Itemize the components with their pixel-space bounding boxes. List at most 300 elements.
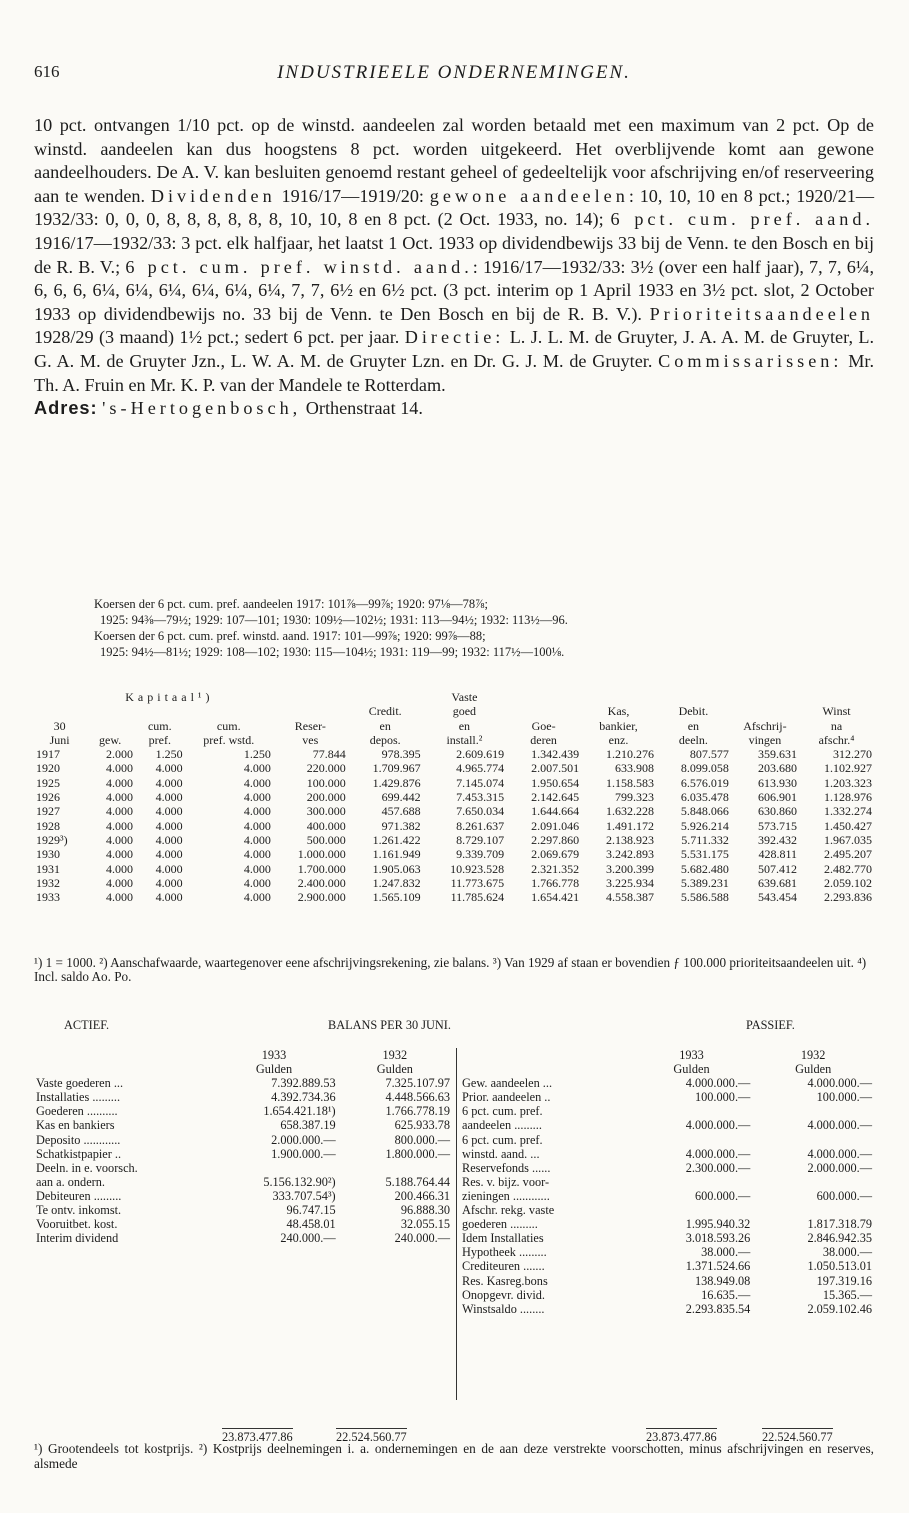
balans-item-label: Onopgevr. divid. xyxy=(462,1287,545,1302)
balans-item-label: Installaties ......... xyxy=(36,1090,121,1105)
balans-item-value: 2.293.835.54 xyxy=(685,1301,751,1316)
table-row xyxy=(34,790,874,804)
table-row xyxy=(34,833,874,847)
table-cell: 3.242.893 xyxy=(605,847,654,862)
body-paragraph xyxy=(34,114,874,421)
header-line: install.² xyxy=(446,732,483,747)
year-1932: 1932 xyxy=(800,1048,826,1062)
balans-item-value: 4.000.000.— xyxy=(807,1076,872,1091)
balans-row xyxy=(460,1118,874,1132)
header-line: en xyxy=(687,718,700,733)
balans-item-label: Schatkistpapier .. xyxy=(36,1146,122,1161)
header-line: Reser- xyxy=(294,718,326,733)
header-line: Afschrij- xyxy=(743,718,787,733)
balans-item-value: 16.635.— xyxy=(701,1287,751,1302)
table-cell: 4.000 xyxy=(155,832,183,847)
header-line: Juni xyxy=(49,732,70,747)
table-cell: 2.138.923 xyxy=(605,832,654,847)
balans-item-value: 138.949.08 xyxy=(694,1273,751,1288)
table-cell: 4.000 xyxy=(105,847,133,862)
row-year: 1932 xyxy=(36,875,60,890)
balans-item-value xyxy=(631,1133,753,1147)
table-cell: 699.442 xyxy=(381,790,421,805)
table-cell: 1.247.832 xyxy=(372,875,421,890)
table-cell: 400.000 xyxy=(306,818,346,833)
table-cell: 573.715 xyxy=(758,818,797,833)
table-cell: 4.000 xyxy=(105,875,133,890)
balans-item-label: Goederen .......... xyxy=(36,1104,118,1119)
header-line: cum. xyxy=(147,718,172,733)
balans-item-value: 625.933.78 xyxy=(394,1118,450,1133)
header-line: Kas, xyxy=(607,704,630,719)
balans-row xyxy=(460,1288,874,1302)
unit-gulden: Gulden xyxy=(255,1062,293,1077)
balans-item-label: Interim dividend xyxy=(36,1231,119,1246)
adres-city: 's-Hertogenbosch, xyxy=(102,398,302,419)
kapitaal-table xyxy=(34,690,874,904)
balans-item-value: 1.766.778.19 xyxy=(385,1104,450,1119)
row-year: 1931 xyxy=(36,861,60,876)
dividenden-text: 1916/17—1919/20: xyxy=(281,185,424,206)
balans-item-label: Crediteuren ....... xyxy=(462,1259,545,1274)
table-cell: 4.000 xyxy=(105,775,133,790)
table-cell: 4.000 xyxy=(243,818,271,833)
commissarissen-label: Commissarissen: xyxy=(658,350,843,371)
balans-row xyxy=(34,1147,452,1161)
koersen-line: 1925: 94½—81½; 1929: 108—102; 1930: 115—104½; 1931: 119—99; 1932: 117½—100⅛. xyxy=(100,645,565,659)
balans-row xyxy=(460,1175,874,1189)
balans-row xyxy=(34,1175,452,1189)
balans-item-label: Gew. aandeelen ... xyxy=(462,1076,553,1091)
opening-text: 10 pct. ontvangen 1/10 pct. op de winstd. aandeelen zal worden betaald met een maximum van 2 pct. Op de winstd. aandeelen kan dus hoogstens 8 pct. worden uitgekeerd. Het overblijvende komt aan gewone aandeelhouders. De A. V. kan besluiten genoemd restant geheel of gedeeltelijk voor afschrijving en/of reserveering aan te wenden. xyxy=(34,115,874,206)
balans-row xyxy=(460,1231,874,1245)
table-cell: 200.000 xyxy=(306,790,346,805)
balans-row xyxy=(34,1231,452,1245)
table-cell: 4.000 xyxy=(105,761,133,776)
table-cell: 11.785.624 xyxy=(450,890,505,905)
actief-heading: ACTIEF. xyxy=(64,1018,110,1032)
balans-item-value: 4.000.000.— xyxy=(685,1076,751,1091)
balans-item-value: 48.458.01 xyxy=(286,1217,336,1232)
table-cell: 2.293.836 xyxy=(824,890,872,905)
kapitaal-column-header xyxy=(799,704,874,747)
table-cell: 1.158.583 xyxy=(605,775,654,790)
table-cell: 2.297.860 xyxy=(531,832,580,847)
balans-row xyxy=(460,1302,874,1316)
table-cell: 1.766.778 xyxy=(531,875,580,890)
balans-item-value: 4.000.000.— xyxy=(807,1146,872,1161)
balans-row xyxy=(460,1259,874,1273)
balans-item-value: 2.059.102.46 xyxy=(807,1301,872,1316)
year-1933: 1933 xyxy=(261,1048,287,1062)
balans-item-label: Res. v. bijz. voor- xyxy=(462,1174,550,1189)
table-cell: 1.161.949 xyxy=(372,847,421,862)
table-cell: 203.680 xyxy=(758,761,797,776)
kapitaal-notes: ¹) 1 = 1000. ²) Aanschafwaarde, waartegenover eene afschrijvingsrekening, zie balans. ³) Van 1929 af staan er bovendien ƒ 100.000 prioriteitsaandeelen uit. ⁴) Incl. saldo Ao. Po. xyxy=(34,955,867,985)
commissarissen-text: Mr. Th. A. Fruin en Mr. K. P. van der Mandele te Rotterdam. xyxy=(34,350,875,395)
table-cell: 9.339.709 xyxy=(456,847,505,862)
table-cell: 5.711.332 xyxy=(681,832,729,847)
koersen-line: Koersen der 6 pct. cum. pref. aandeelen 1917: 101⅞—99⅞; 1920: 97⅛—78⅞; xyxy=(94,597,489,611)
table-cell: 1.429.876 xyxy=(372,775,421,790)
balans-item-value: 658.387.19 xyxy=(280,1118,336,1133)
balans-item-value: 5.156.132.90²) xyxy=(263,1174,336,1189)
balans-item-value: 15.365.— xyxy=(822,1287,872,1302)
table-cell: 1.250 xyxy=(243,747,271,762)
balans-item-value: 4.448.566.63 xyxy=(385,1090,450,1105)
table-cell: 4.000 xyxy=(155,775,183,790)
balans xyxy=(34,1018,874,1316)
prior-label: Prioriteitsaandeelen xyxy=(649,303,874,324)
table-cell: 606.901 xyxy=(758,790,797,805)
table-cell: 312.270 xyxy=(833,747,872,762)
header-line: enz. xyxy=(608,732,629,747)
gewone-text: : 10, 10, 10 en 8 pct.; 1920/21—1932/33: 0, 0, 0, 8, 8, 8, 8, 8, 8, 10, 10, 8 en 8 pct. (2 Oct. 1933, no. 14); xyxy=(34,185,875,230)
table-cell: 300.000 xyxy=(306,804,346,819)
kapitaal-column-header xyxy=(273,704,348,747)
balans-item-value: 32.055.15 xyxy=(400,1217,450,1232)
table-cell: 5.586.588 xyxy=(680,890,729,905)
balans-item-value: 4.000.000.— xyxy=(685,1146,751,1161)
table-cell: 1.950.654 xyxy=(531,775,580,790)
footnote: ¹) Grootendeels tot kostprijs. ²) Kostprijs deelnemingen i. a. ondernemingen en de aan deze verstrekte voorschotten, minus afschrijvingen en reserves, alsmede xyxy=(34,1441,874,1471)
balans-item-value: 4.392.734.36 xyxy=(271,1090,336,1105)
page-number: 616 xyxy=(34,62,60,81)
balans-item-value: 1.900.000.— xyxy=(271,1146,336,1161)
kapitaal-column-header xyxy=(423,704,507,747)
balans-item-label: Debiteuren ......... xyxy=(36,1188,122,1203)
table-cell: 1.644.664 xyxy=(531,804,580,819)
balans-item-value xyxy=(752,1104,874,1118)
table-cell: 2.609.619 xyxy=(456,747,505,762)
table-cell: 4.000 xyxy=(105,890,133,905)
balans-row xyxy=(34,1203,452,1217)
balans-row xyxy=(34,1161,452,1175)
balans-item-value: 2.300.000.— xyxy=(685,1160,751,1175)
table-cell: 392.432 xyxy=(758,832,797,847)
balans-item-value: 1.371.524.66 xyxy=(685,1259,751,1274)
dividenden-label: Dividenden xyxy=(150,185,276,206)
balans-item-value: 333.707.54³) xyxy=(272,1188,336,1203)
table-cell: 1.342.439 xyxy=(531,747,580,762)
cumwinst-label: 6 pct. cum. pref. winstd. aand. xyxy=(125,256,473,277)
header-line: en xyxy=(379,718,391,733)
table-cell: 5.848.066 xyxy=(680,804,729,819)
group-header-vaste: Vaste xyxy=(451,690,478,704)
table-cell: 4.000 xyxy=(155,875,183,890)
table-row xyxy=(34,804,874,818)
table-cell: 5.389.231 xyxy=(680,875,729,890)
directie-text: L. J. L. M. de Gruyter, J. A. A. M. de Gruyter, L. G. A. M. de Gruyter Jzn., L. W. A. M. de Gruyter Lzn. en Dr. G. J. M. de Gruyter. xyxy=(34,327,875,371)
table-row xyxy=(34,847,874,861)
balans-item-label: Deposito ............ xyxy=(36,1132,121,1147)
balans-row xyxy=(460,1090,874,1104)
koersen-line: Koersen der 6 pct. cum. pref. winstd. aand. 1917: 101—99⅞; 1920: 99⅞—88; xyxy=(94,629,486,643)
year-1932: 1932 xyxy=(382,1048,408,1062)
table-cell: 5.682.480 xyxy=(680,861,729,876)
header-line: vingen xyxy=(748,732,782,747)
balans-row xyxy=(460,1161,874,1175)
balans-item-label: winstd. aand. ... xyxy=(462,1146,540,1161)
table-cell: 4.000 xyxy=(155,861,183,876)
directie-label: Directie: xyxy=(404,327,505,348)
table-row xyxy=(34,876,874,890)
table-cell: 4.000 xyxy=(243,861,271,876)
year-1933: 1933 xyxy=(679,1048,704,1062)
table-cell: 6.576.019 xyxy=(680,775,729,790)
table-cell: 6.035.478 xyxy=(680,790,729,805)
table-cell: 4.000 xyxy=(105,790,133,805)
adres-label: Adres: xyxy=(34,398,98,419)
balans-item-value: 38.000.— xyxy=(822,1245,872,1260)
table-cell: 4.000 xyxy=(155,761,183,776)
balans-item-label: Reservefonds ...... xyxy=(462,1160,551,1175)
header-line: depos. xyxy=(369,732,401,747)
table-cell: 2.900.000 xyxy=(297,890,346,905)
table-cell: 799.323 xyxy=(614,790,654,805)
header-line: ves xyxy=(302,732,319,747)
balans-row xyxy=(34,1076,452,1090)
table-cell: 1.709.967 xyxy=(372,761,421,776)
table-cell: 971.382 xyxy=(381,818,421,833)
table-cell: 3.200.399 xyxy=(605,861,654,876)
table-cell: 77.844 xyxy=(312,747,346,762)
balans-item-value: 7.325.107.97 xyxy=(385,1076,450,1091)
table-cell: 2.091.046 xyxy=(531,818,580,833)
balans-item-label: Vaste goederen ... xyxy=(36,1076,124,1091)
balans-row xyxy=(460,1104,874,1118)
balans-item-label: Kas en bankiers xyxy=(36,1118,115,1133)
balans-item-label: Te ontv. inkomst. xyxy=(36,1203,122,1218)
adres-street: Orthenstraat 14. xyxy=(305,398,423,419)
table-cell: 807.577 xyxy=(689,747,729,762)
header-line: goed xyxy=(452,704,477,719)
header-line: 30 xyxy=(53,718,66,733)
table-cell: 359.631 xyxy=(758,747,797,762)
balans-item-value: 5.188.764.44 xyxy=(385,1174,450,1189)
table-cell: 8.729.107 xyxy=(456,832,505,847)
balans-item-value: 38.000.— xyxy=(701,1245,751,1260)
row-year: 1928 xyxy=(36,818,60,833)
balans-item-value xyxy=(752,1203,874,1217)
balans-item-value: 240.000.— xyxy=(394,1231,450,1246)
kapitaal-column-header xyxy=(34,704,85,747)
table-cell: 100.000 xyxy=(306,775,346,790)
table-cell: 507.412 xyxy=(758,861,797,876)
table-cell: 2.482.770 xyxy=(824,861,872,876)
table-cell: 2.007.501 xyxy=(531,761,580,776)
header-line: pref. wstd. xyxy=(203,732,255,747)
balans-item-label: Hypotheek ......... xyxy=(462,1245,547,1260)
activa-column xyxy=(34,1048,452,1245)
table-cell: 633.908 xyxy=(614,761,654,776)
table-cell: 613.930 xyxy=(758,775,797,790)
balans-item-label: zieningen ............ xyxy=(462,1188,550,1203)
unit-gulden: Gulden xyxy=(795,1062,832,1077)
header-line: pref. xyxy=(148,732,171,747)
table-cell: 4.000 xyxy=(243,804,271,819)
table-cell: 2.000 xyxy=(105,747,133,762)
table-cell: 1.450.427 xyxy=(824,818,872,833)
balans-item-value: 7.392.889.53 xyxy=(271,1076,336,1091)
cumpref-label: 6 pct. cum. pref. aand. xyxy=(610,209,875,230)
header-line: cum. xyxy=(216,718,241,733)
table-cell: 5.926.214 xyxy=(680,818,729,833)
balans-item-label: Prior. aandeelen .. xyxy=(462,1090,551,1105)
balans-item-label: Winstsaldo ........ xyxy=(462,1301,545,1316)
passief-heading: PASSIEF. xyxy=(746,1018,795,1032)
passiva-column xyxy=(456,1048,875,1400)
row-year: 1927 xyxy=(36,804,60,819)
balans-item-value: 100.000.— xyxy=(816,1090,872,1105)
balans-item-value: 800.000.— xyxy=(394,1132,450,1147)
cumpref-text: 1916/17—1932/33: 3 pct. elk halfjaar, het laatst 1 Oct. 1933 op dividendbewijs 33 bij de Venn. te den Bosch en bij de R. B. V.; xyxy=(34,232,874,277)
balans-row xyxy=(34,1133,452,1147)
table-cell: 4.000 xyxy=(155,890,183,905)
balans-title: BALANS PER 30 JUNI. xyxy=(328,1018,451,1032)
row-year: 1920 xyxy=(36,761,60,776)
table-cell: 10.923.528 xyxy=(450,861,505,876)
group-header-kapitaal: Kapitaal¹) xyxy=(125,690,214,704)
balans-item-value: 2.000.000.— xyxy=(807,1160,872,1175)
balans-item-label: Afschr. rekg. vaste xyxy=(462,1203,555,1218)
kapitaal-column-header xyxy=(506,704,581,747)
balans-row xyxy=(34,1189,452,1203)
balans-row xyxy=(460,1147,874,1161)
table-cell: 220.000 xyxy=(306,761,346,776)
table-cell: 630.860 xyxy=(758,804,797,819)
table-cell: 978.395 xyxy=(381,747,421,762)
table-cell: 4.000 xyxy=(155,804,183,819)
kapitaal-column-header xyxy=(348,704,423,747)
kapitaal-column-header xyxy=(85,704,135,747)
table-cell: 1.632.228 xyxy=(605,804,654,819)
table-cell: 2.059.102 xyxy=(824,875,872,890)
balans-item-value xyxy=(631,1203,753,1217)
table-cell: 2.400.000 xyxy=(297,875,346,890)
total-activa-1932: 22.524.560.77 xyxy=(336,1430,407,1444)
kapitaal-column-header xyxy=(581,704,656,747)
table-cell: 4.000 xyxy=(105,861,133,876)
header-line: Debit. xyxy=(678,704,709,719)
table-cell: 4.000 xyxy=(155,847,183,862)
table-row xyxy=(34,761,874,775)
running-head: INDUSTRIEELE ONDERNEMINGEN. xyxy=(277,62,631,83)
row-year: 1917 xyxy=(36,747,60,762)
balans-item-value xyxy=(631,1175,753,1189)
row-year: 1925 xyxy=(36,775,60,790)
balans-item-value: 2.000.000.— xyxy=(271,1132,336,1147)
unit-gulden: Gulden xyxy=(376,1062,413,1077)
balans-item-value: 1.817.318.79 xyxy=(807,1217,872,1232)
balans-item-label: Idem Installaties xyxy=(462,1231,544,1246)
table-cell: 4.000 xyxy=(105,832,133,847)
header-line: deeln. xyxy=(678,732,708,747)
table-cell: 4.000 xyxy=(105,804,133,819)
row-year: 1926 xyxy=(36,790,60,805)
balans-row xyxy=(460,1217,874,1231)
table-cell: 3.225.934 xyxy=(605,875,654,890)
balans-item-value: 600.000.— xyxy=(694,1188,751,1203)
balans-row xyxy=(460,1076,874,1090)
balans-item-value xyxy=(631,1104,753,1118)
body-text xyxy=(34,114,874,421)
balans-item-value: 1.995.940.32 xyxy=(685,1217,751,1232)
table-row xyxy=(34,890,874,904)
table-row xyxy=(34,776,874,790)
table-cell: 500.000 xyxy=(306,832,346,847)
balans-row xyxy=(460,1203,874,1217)
table-cell: 5.531.175 xyxy=(680,847,729,862)
balans-row xyxy=(34,1090,452,1104)
balans-row xyxy=(460,1245,874,1259)
table-cell: 2.069.679 xyxy=(531,847,580,862)
table-row xyxy=(34,862,874,876)
balans-item-label: Res. Kasreg.bons xyxy=(462,1273,548,1288)
balans-item-value: 240.000.— xyxy=(280,1231,336,1246)
balans-item-value: 4.000.000.— xyxy=(807,1118,872,1133)
balans-item-value: 1.800.000.— xyxy=(385,1146,450,1161)
balans-item-value xyxy=(752,1133,874,1147)
balans-row xyxy=(460,1133,874,1147)
balans-item-label: Vooruitbet. kost. xyxy=(36,1217,118,1232)
balans-item-label: aandeelen ......... xyxy=(462,1118,542,1133)
table-cell: 428.811 xyxy=(758,847,797,862)
row-year: 1933 xyxy=(36,890,60,905)
balans-item-value xyxy=(338,1161,452,1175)
balans-row xyxy=(460,1189,874,1203)
kapitaal-column-header xyxy=(135,704,185,747)
table-cell: 2.495.207 xyxy=(824,847,872,862)
kapitaal-table-body xyxy=(34,747,874,904)
row-year: 1929³) xyxy=(36,832,68,847)
gewone-label: gewone aandeelen xyxy=(429,185,629,206)
balans-item-value: 4.000.000.— xyxy=(685,1118,751,1133)
koersen-block xyxy=(94,596,874,660)
table-cell: 4.000 xyxy=(155,790,183,805)
balans-item-label: 6 pct. cum. pref. xyxy=(462,1132,543,1147)
balans-item-value: 200.466.31 xyxy=(394,1188,450,1203)
table-cell: 4.000 xyxy=(155,818,183,833)
table-cell: 1.128.976 xyxy=(824,790,872,805)
total-passiva-1933: 23.873.477.86 xyxy=(646,1430,717,1444)
balans-item-label: goederen ......... xyxy=(462,1217,538,1232)
header-line: Goe- xyxy=(531,718,556,733)
balans-item-value: 600.000.— xyxy=(816,1188,872,1203)
balans-item-value: 1.050.513.01 xyxy=(807,1259,872,1274)
header-line: afschr.⁴ xyxy=(818,732,855,747)
page-header xyxy=(34,62,874,84)
table-cell: 1.261.422 xyxy=(372,832,421,847)
table-cell: 1.491.172 xyxy=(605,818,654,833)
table-cell: 8.099.058 xyxy=(680,761,729,776)
table-cell: 1.654.421 xyxy=(531,890,580,905)
table-cell: 4.965.774 xyxy=(456,761,505,776)
balans-row xyxy=(34,1104,452,1118)
balans-item-value xyxy=(210,1161,337,1175)
header-line: Credit. xyxy=(368,704,402,719)
table-cell: 11.773.675 xyxy=(450,875,505,890)
balans-row xyxy=(460,1274,874,1288)
header-line: gew. xyxy=(99,732,122,747)
balans-item-value: 96.888.30 xyxy=(400,1203,450,1218)
table-cell: 1.332.274 xyxy=(824,804,872,819)
table-cell: 1.203.323 xyxy=(824,775,872,790)
table-cell: 4.000 xyxy=(243,775,271,790)
table-cell: 1.250 xyxy=(155,747,183,762)
prior-text: 1928/29 (3 maand) 1½ pct.; sedert 6 pct. per jaar. xyxy=(34,327,400,348)
table-cell: 4.000 xyxy=(105,818,133,833)
